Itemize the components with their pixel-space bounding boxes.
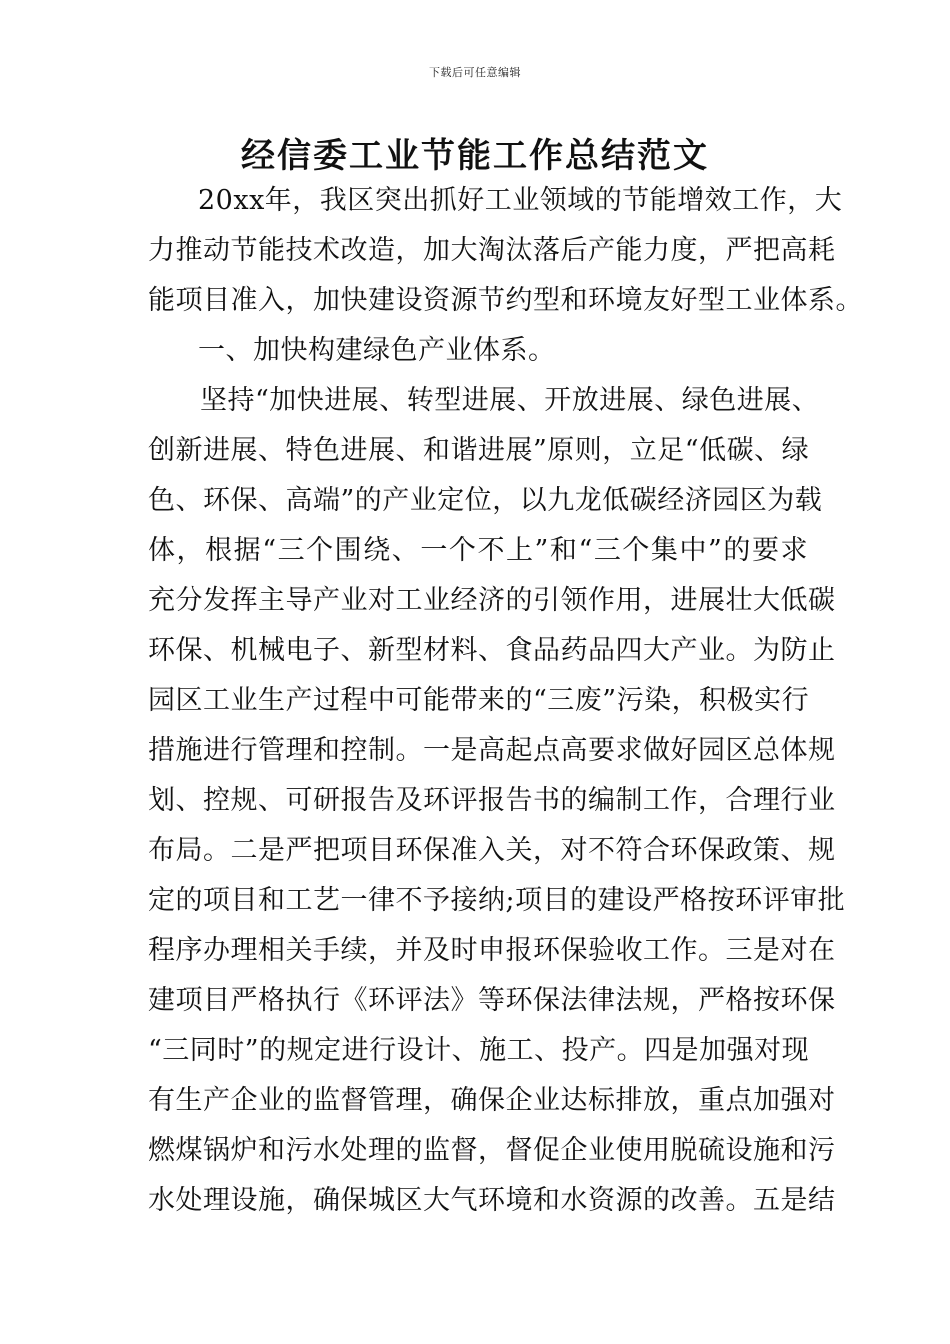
paragraph-line: 有生产企业的监督管理，确保企业达标排放，重点加强对	[148, 1085, 836, 1116]
header-note: 下载后可任意编辑	[429, 66, 521, 79]
paragraph-line: 环保、机械电子、新型材料、食品药品四大产业。为防止	[148, 635, 836, 666]
paragraph-line: 色、环保、高端”的产业定位，以九龙低碳经济园区为载	[148, 485, 823, 516]
paragraph-line: 定的项目和工艺一律不予接纳;项目的建设严格按环评审批	[148, 885, 846, 916]
document-title: 经信委工业节能工作总结范文	[241, 136, 709, 176]
section-heading: 一、加快构建绿色产业体系。	[198, 335, 556, 366]
paragraph-line: 园区工业生产过程中可能带来的“三废”污染，积极实行	[148, 685, 810, 716]
paragraph-line: 水处理设施，确保城区大气环境和水资源的改善。五是结	[148, 1185, 836, 1216]
paragraph-line: 力推动节能技术改造，加大淘汰落后产能力度，严把高耗	[148, 235, 836, 266]
paragraph-line: 创新进展、特色进展、和谐进展”原则，立足“低碳、绿	[148, 435, 810, 466]
paragraph-line: “三同时”的规定进行设计、施工、投产。四是加强对现	[148, 1035, 810, 1066]
paragraph-line: 布局。二是严把项目环保准入关，对不符合环保政策、规	[148, 835, 836, 866]
paragraph-line: 划、控规、可研报告及环评报告书的编制工作，合理行业	[148, 785, 836, 816]
paragraph-line: 坚持“加快进展、转型进展、开放进展、绿色进展、	[200, 385, 820, 416]
paragraph-line: 20xx年，我区突出抓好工业领域的节能增效工作，大	[198, 185, 843, 216]
paragraph-line: 体，根据“三个围绕、一个不上”和“三个集中”的要求	[148, 535, 808, 566]
paragraph-line: 程序办理相关手续，并及时申报环保验收工作。三是对在	[148, 935, 836, 966]
paragraph-line: 充分发挥主导产业对工业经济的引领作用，进展壮大低碳	[148, 585, 836, 616]
paragraph-line: 措施进行管理和控制。一是高起点高要求做好园区总体规	[148, 735, 836, 766]
paragraph-line: 建项目严格执行《环评法》等环保法律法规，严格按环保	[148, 985, 836, 1016]
paragraph-line: 燃煤锅炉和污水处理的监督，督促企业使用脱硫设施和污	[148, 1135, 836, 1166]
paragraph-line: 能项目准入，加快建设资源节约型和环境友好型工业体系。	[148, 285, 863, 316]
